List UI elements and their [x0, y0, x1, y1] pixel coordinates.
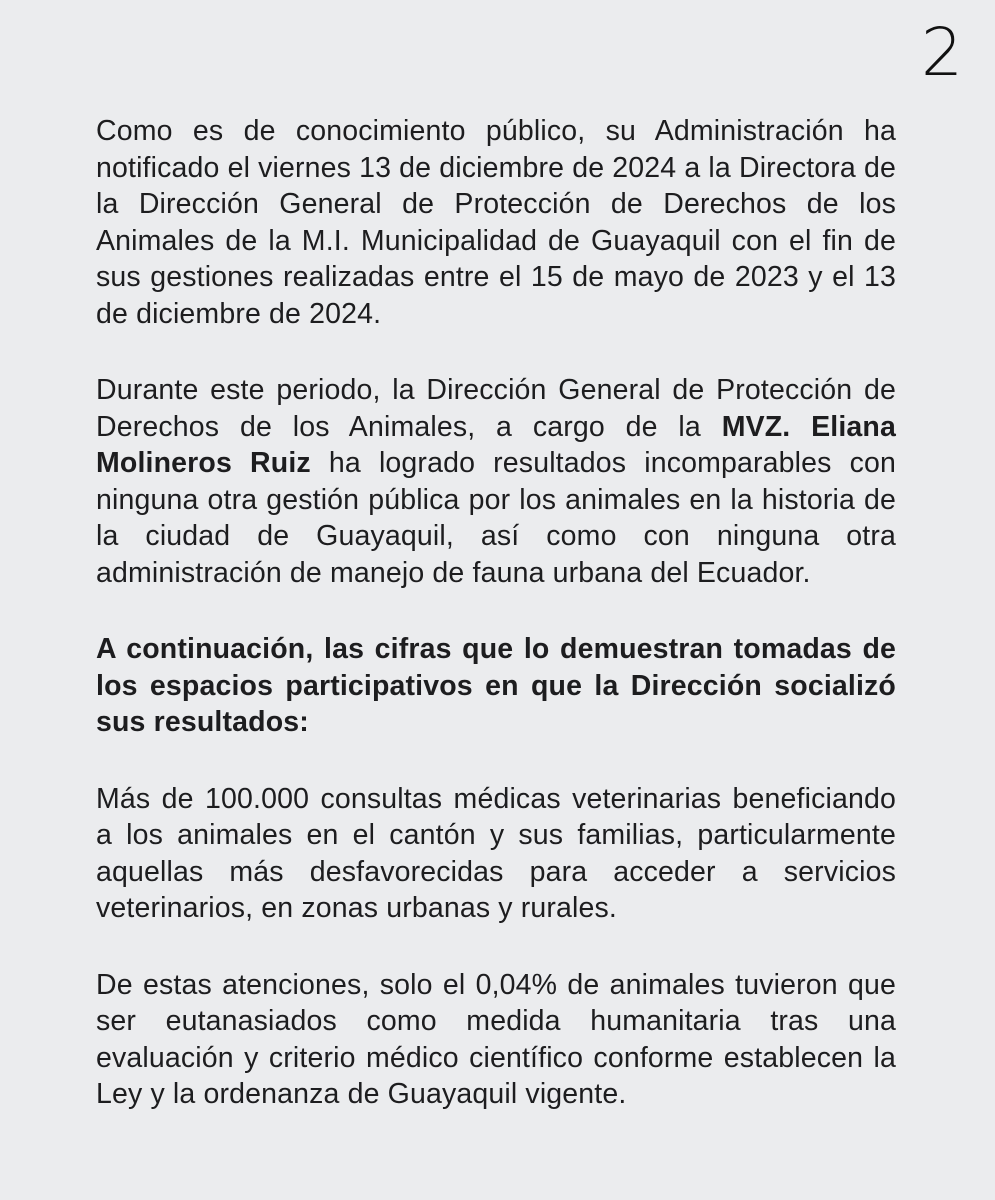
paragraph-consultations: Más de 100.000 consultas médicas veterinarias beneficiando a los animales en el cantón y sus familias, particularmente aquellas más desfavorecidas para acceder a servicios veterinarios, en zonas urbanas y rurales.	[96, 782, 896, 924]
paragraph-notification: Como es de conocimiento público, su Administración ha notificado el viernes 13 de diciembre de 2024 a la Directora de la Dirección General de Protección de Derechos de los Animales de la M.I. Municipalidad de Guayaquil con el fin de sus gestiones realizadas entre el 15 de mayo de 2023 y el 13 de diciembre de 2024.	[96, 115, 897, 330]
paragraph-euthanasia: De estas atenciones, solo el 0,04% de animales tuvieron que ser eutanasiados como medida humanitaria tras una evaluación y criterio médico científico conforme establecen la Ley y la ordenanza de Guayaquil vigente.	[96, 968, 896, 1110]
paragraph-text: ha logrado resultados incomparables con ninguna otra gestión pública por los animales en la historia de la ciudad de Guayaquil, así como con ninguna otra administración de manejo de fauna urbana del Ecuador.	[96, 447, 897, 589]
letter-body	[96, 113, 896, 1153]
paragraph-period-results	[96, 372, 896, 591]
page-number: 2	[921, 14, 963, 91]
figures-heading: A continuación, las cifras que lo demuestran tomadas de los espacios participativos en que la Dirección socializó sus resultados:	[96, 633, 896, 738]
paragraph-text: Durante este periodo, la Dirección General de Protección de Derechos de los Animales, a cargo de la	[96, 374, 896, 443]
director-name: MVZ. Eliana Molineros Ruiz	[96, 410, 896, 479]
